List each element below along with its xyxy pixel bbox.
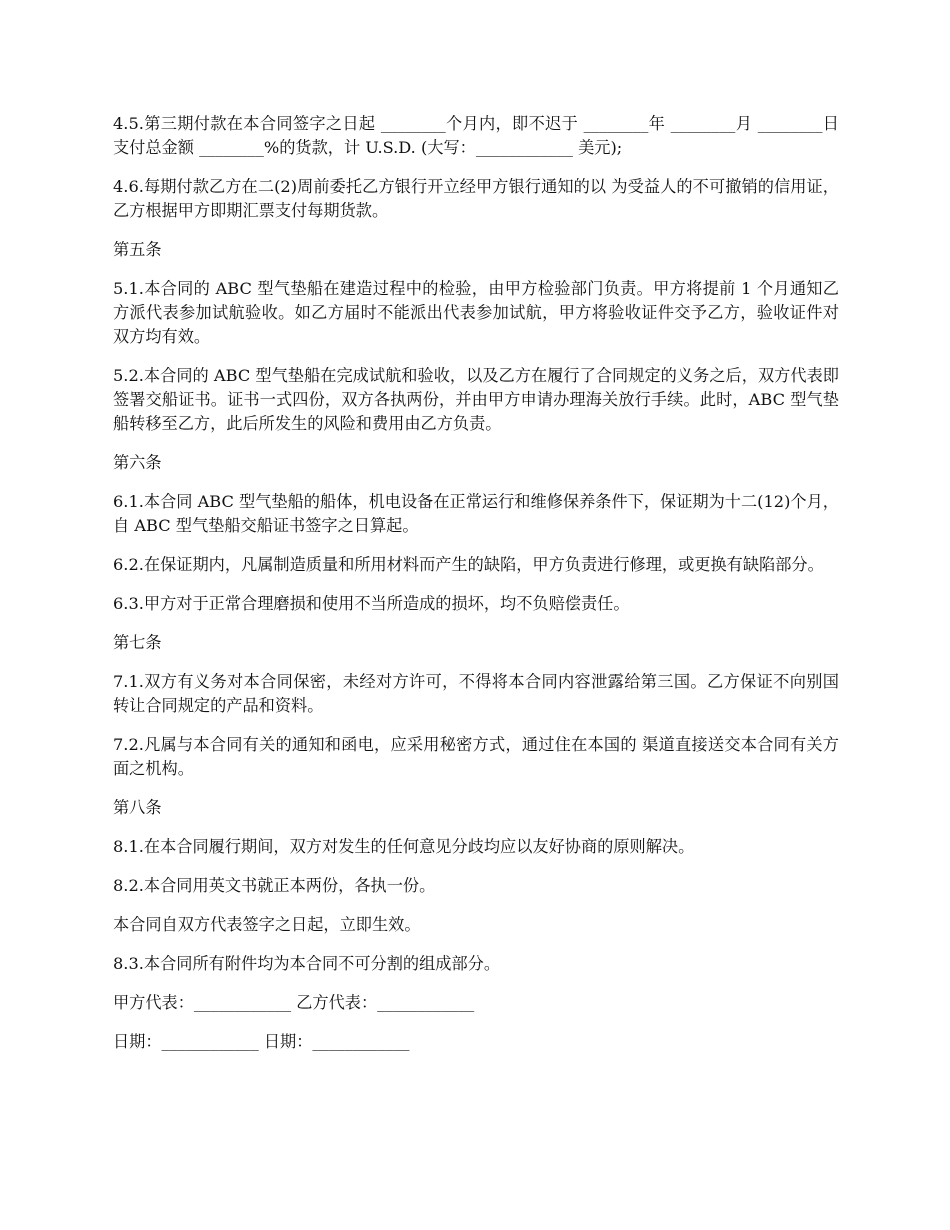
clause-6-2: 6.2.在保证期内，凡属制造质量和所用材料而产生的缺陷，甲方负责进行修理，或更换有缺陷部分。 (113, 555, 824, 574)
clause-7-1: 7.1.双方有义务对本合同保密，未经对方许可，不得将本合同内容泄露给第三国。乙方保证不向别国转让合同规定的产品和资料。 (113, 672, 839, 715)
clause-6-1: 6.1.本合同 ABC 型气垫船的船体，机电设备在正常运行和维修保养条件下，保证期为十二(12)个月，自 ABC 型气垫船交船证书签字之日算起。 (113, 492, 839, 535)
article-7-heading: 第七条 (113, 633, 162, 652)
signature-dates: 日期：____________ 日期：____________ (113, 1032, 410, 1051)
clause-5-2: 5.2.本合同的 ABC 型气垫船在完成试航和验收，以及乙方在履行了合同规定的义务之后，双方代表即签署交船证书。证书一式四份，双方各执两份，并由甲方申请办理海关放行手续。此时，ABC 型气垫船转移至乙方，此后所发生的风险和费用由乙方负责。 (113, 366, 839, 433)
clause-8-1: 8.1.在本合同履行期间，双方对发生的任何意见分歧均应以友好协商的原则解决。 (113, 837, 695, 856)
article-5-heading: 第五条 (113, 240, 162, 259)
document-page (113, 112, 839, 1069)
clause-8-2: 8.2.本合同用英文书就正本两份，各执一份。 (113, 876, 436, 895)
effective-clause: 本合同自双方代表签字之日起，立即生效。 (113, 915, 421, 934)
clause-5-1: 5.1.本合同的 ABC 型气垫船在建造过程中的检验，由甲方检验部门负责。甲方将提前 1 个月通知乙方派代表参加试航验收。如乙方届时不能派出代表参加试航，甲方将验收证件交予乙方，验收证件对双方均有效。 (113, 279, 839, 346)
signature-representatives: 甲方代表：____________ 乙方代表：____________ (113, 993, 475, 1012)
clause-7-2: 7.2.凡属与本合同有关的通知和函电，应采用秘密方式，通过住在本国的 渠道直接送交本合同有关方面之机构。 (113, 735, 839, 778)
clause-4-5: 4.5.第三期付款在本合同签字之日起 ________个月内，即不迟于 ________年 ________月 ________日支付总金额 ________%的货款，计 U.S.D. (大写：____________ 美元); (113, 114, 839, 157)
clause-8-3: 8.3.本合同所有附件均为本合同不可分割的组成部分。 (113, 954, 501, 973)
clause-6-3: 6.3.甲方对于正常合理磨损和使用不当所造成的损坏，均不负赔偿责任。 (113, 594, 630, 613)
article-8-heading: 第八条 (113, 798, 162, 817)
clause-4-6: 4.6.每期付款乙方在二(2)周前委托乙方银行开立经甲方银行通知的以 为受益人的不可撤销的信用证，乙方根据甲方即期汇票支付每期货款。 (113, 177, 839, 220)
article-6-heading: 第六条 (113, 453, 162, 472)
